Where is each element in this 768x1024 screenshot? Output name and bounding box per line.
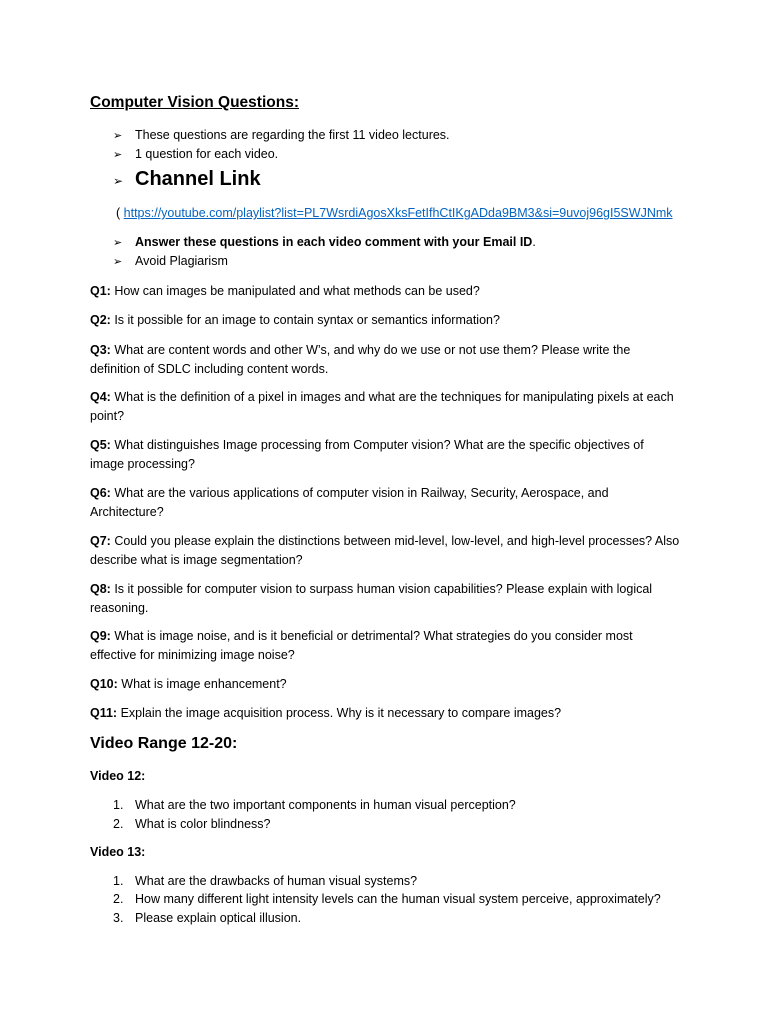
question-q3 — [90, 341, 680, 379]
list-item — [113, 798, 516, 812]
question-label: Q2: — [90, 313, 111, 327]
question-q6 — [90, 484, 680, 522]
question-label: Q7: — [90, 534, 111, 548]
page-title: Computer Vision Questions: — [90, 94, 299, 111]
question-q8 — [90, 580, 680, 618]
question-text: What distinguishes Image processing from Computer vision? What are the specific objectives of image processing? — [90, 438, 644, 471]
question-text: What are content words and other W’s, and why do we use or not use them? Please write the definition of SDLC including content words. — [90, 343, 631, 376]
item-text: What is color blindness? — [135, 817, 271, 831]
question-q5 — [90, 436, 680, 474]
question-label: Q5: — [90, 438, 111, 452]
question-text: Is it possible for an image to contain syntax or semantics information? — [110, 313, 500, 327]
question-q11 — [90, 704, 680, 723]
bullet-item — [113, 168, 261, 191]
item-number: 1. — [113, 798, 124, 812]
bullet-item — [113, 254, 228, 268]
question-text: Explain the image acquisition process. Why is it necessary to compare images? — [117, 706, 562, 720]
item-number: 3. — [113, 911, 124, 925]
video-label-13: Video 13: — [90, 845, 146, 859]
question-text: How can images be manipulated and what methods can be used? — [110, 284, 480, 298]
bullet-text: Avoid Plagiarism — [135, 254, 228, 268]
arrow-bullet-icon: ➢ — [113, 174, 124, 188]
arrow-bullet-icon: ➢ — [113, 256, 123, 268]
question-q2 — [90, 311, 680, 330]
list-item — [113, 874, 417, 888]
item-number: 1. — [113, 874, 124, 888]
question-q10 — [90, 675, 680, 694]
question-label: Q1: — [90, 284, 111, 298]
bullet-text — [135, 235, 536, 249]
video-label-12: Video 12: — [90, 769, 146, 783]
question-q9 — [90, 627, 680, 665]
item-text: Please explain optical illusion. — [135, 911, 302, 925]
link-line — [116, 206, 673, 220]
item-number: 2. — [113, 817, 124, 831]
question-label: Q6: — [90, 486, 111, 500]
section-heading: Video Range 12-20: — [90, 735, 238, 752]
item-text: What are the drawbacks of human visual systems? — [135, 874, 418, 888]
list-item — [113, 911, 301, 925]
question-label: Q4: — [90, 390, 111, 404]
arrow-bullet-icon: ➢ — [113, 149, 123, 161]
item-text: How many different light intensity levels can the human visual system perceive, approximately? — [135, 892, 661, 906]
open-paren: ( — [116, 206, 121, 220]
bullet-text: 1 question for each video. — [135, 147, 279, 161]
question-text: Could you please explain the distinctions between mid-level, low-level, and high-level processes? Also describe what is image segmentation? — [90, 534, 680, 567]
item-number: 2. — [113, 892, 124, 906]
question-text: What is image enhancement? — [117, 677, 287, 691]
question-text: What are the various applications of computer vision in Railway, Security, Aerospace, and Architecture? — [90, 486, 609, 519]
bullet-bold-text: Answer these questions in each video comment with your Email ID — [135, 235, 533, 249]
question-q1 — [90, 282, 680, 301]
list-item — [113, 892, 661, 906]
arrow-bullet-icon: ➢ — [113, 130, 123, 142]
arrow-bullet-icon: ➢ — [113, 237, 123, 249]
question-text: What is image noise, and is it beneficial or detrimental? What strategies do you consider most effective for minimizing image noise? — [90, 629, 633, 662]
question-label: Q8: — [90, 582, 111, 596]
bullet-rest-text: . — [532, 235, 536, 249]
bullet-item — [113, 128, 450, 142]
question-text: Is it possible for computer vision to surpass human vision capabilities? Please explain with logical reasoning. — [90, 582, 653, 615]
question-label: Q11: — [90, 706, 118, 720]
playlist-link[interactable]: https://youtube.com/playlist?list=PL7WsrdiAgosXksFetIfhCtIKgADda9BM3&si=9uvoj96gI5SWJNmk — [123, 206, 673, 220]
channel-link-heading: Channel Link — [135, 168, 261, 190]
list-item — [113, 817, 270, 831]
question-q4 — [90, 388, 680, 426]
question-label: Q9: — [90, 629, 111, 643]
question-q7 — [90, 532, 680, 570]
bullet-text: These questions are regarding the first 11 video lectures. — [135, 128, 450, 142]
item-text: What are the two important components in human visual perception? — [135, 798, 516, 812]
question-label: Q3: — [90, 343, 111, 357]
question-text: What is the definition of a pixel in images and what are the techniques for manipulating pixels at each point? — [90, 390, 674, 423]
bullet-item — [113, 147, 278, 161]
bullet-item — [113, 235, 536, 249]
question-label: Q10: — [90, 677, 118, 691]
